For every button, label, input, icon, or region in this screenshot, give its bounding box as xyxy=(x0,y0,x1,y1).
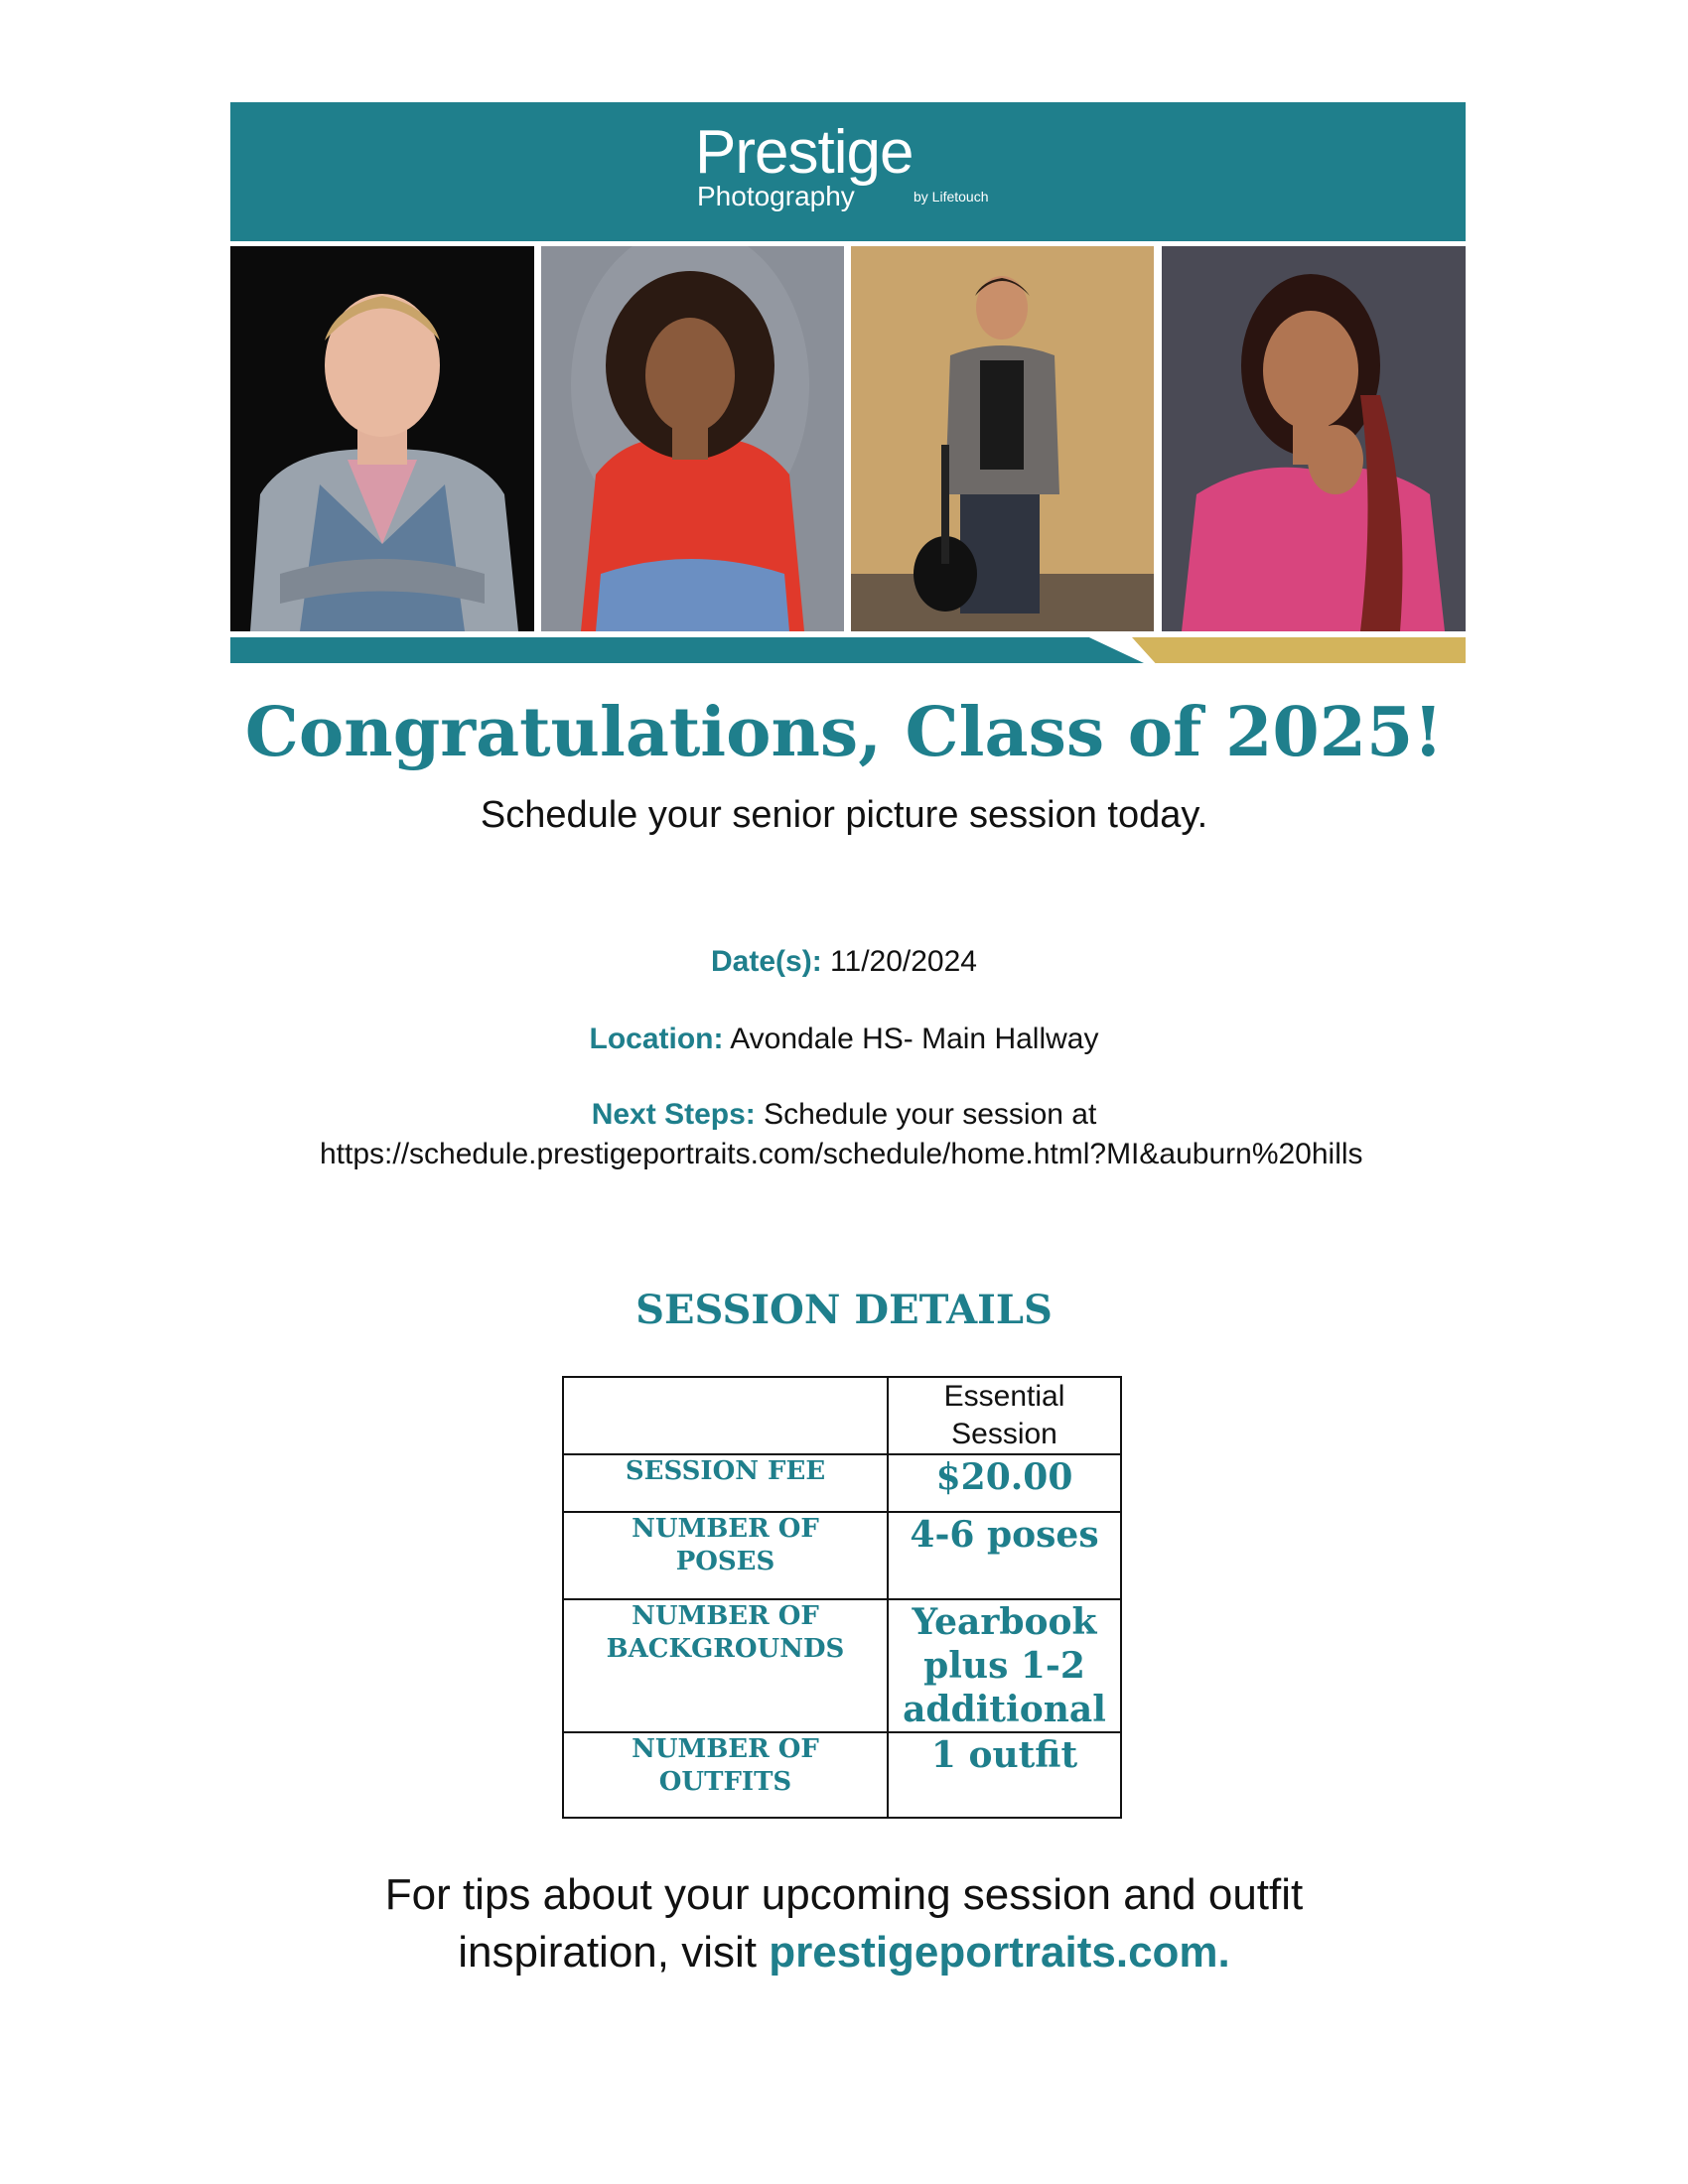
row-label xyxy=(563,1512,888,1599)
location-label: Location: xyxy=(589,1023,724,1055)
column-header-line1: Essential xyxy=(943,1380,1065,1413)
row-value-line: 1 outfit xyxy=(930,1734,1078,1776)
schedule-url-link[interactable]: https://schedule.prestigeportraits.com/schedule/home.html?MI&auburn%20hills xyxy=(320,1138,1363,1170)
row-value xyxy=(888,1599,1121,1732)
row-label-line1: NUMBER OF xyxy=(632,1514,819,1544)
logo-byline: by Lifetouch xyxy=(914,189,989,205)
row-value-line: additional xyxy=(903,1689,1106,1730)
tips-paragraph xyxy=(0,1866,1688,1981)
table-row xyxy=(563,1454,1121,1512)
location-line xyxy=(0,1023,1688,1056)
row-label xyxy=(563,1454,888,1512)
row-value xyxy=(888,1732,1121,1818)
photo-strip xyxy=(230,246,1466,631)
section-title: SESSION DETAILS xyxy=(635,1287,1053,1333)
row-value-line: $20.00 xyxy=(935,1456,1073,1498)
senior-photo-1 xyxy=(230,246,534,631)
next-steps-value: Schedule your session at xyxy=(764,1098,1097,1131)
row-value-line: plus 1-2 xyxy=(923,1645,1085,1687)
table-row xyxy=(563,1732,1121,1818)
row-value xyxy=(888,1454,1121,1512)
session-details-table xyxy=(562,1376,1122,1819)
row-label-line1: NUMBER OF xyxy=(632,1601,819,1631)
senior-photo-3 xyxy=(851,246,1154,631)
accent-stripe-gold xyxy=(1132,637,1466,663)
logo-subtitle: Photography xyxy=(697,181,855,211)
senior-photo-2 xyxy=(541,246,844,631)
row-value-line: Yearbook xyxy=(912,1601,1097,1643)
location-value: Avondale HS- Main Hallway xyxy=(730,1023,1099,1055)
dates-line xyxy=(0,945,1688,979)
prestige-logo xyxy=(695,117,1013,226)
row-label-line1: NUMBER OF xyxy=(632,1734,819,1764)
tips-line2-prefix: inspiration, visit xyxy=(458,1928,770,1977)
dates-value: 11/20/2024 xyxy=(830,945,977,978)
row-value-line: 4-6 poses xyxy=(910,1514,1099,1556)
accent-stripe-teal xyxy=(230,637,1144,663)
next-steps-label: Next Steps: xyxy=(591,1098,756,1131)
table-corner-cell xyxy=(563,1377,888,1454)
tips-line1: For tips about your upcoming session and outfit xyxy=(384,1870,1304,1919)
row-label-line1: SESSION FEE xyxy=(625,1456,826,1486)
row-label xyxy=(563,1732,888,1818)
row-label-line2: OUTFITS xyxy=(658,1767,792,1797)
next-steps-line xyxy=(0,1098,1688,1132)
table-header-row xyxy=(563,1377,1121,1454)
dates-label: Date(s): xyxy=(711,945,822,978)
row-label-line2: BACKGROUNDS xyxy=(606,1634,845,1664)
prestige-site-link[interactable]: prestigeportraits.com. xyxy=(769,1928,1230,1977)
column-header-line2: Session xyxy=(951,1418,1057,1450)
column-header xyxy=(888,1377,1121,1454)
page-title: Congratulations, Class of 2025! xyxy=(244,693,1444,772)
table-row xyxy=(563,1512,1121,1599)
logo-wordmark: Prestige xyxy=(695,118,914,187)
row-value xyxy=(888,1512,1121,1599)
table-row xyxy=(563,1599,1121,1732)
row-label-line2: POSES xyxy=(675,1547,775,1576)
page-subtitle: Schedule your senior picture session today. xyxy=(480,794,1208,836)
senior-photo-4 xyxy=(1162,246,1466,631)
tips-line2 xyxy=(0,1924,1688,1981)
row-label xyxy=(563,1599,888,1732)
